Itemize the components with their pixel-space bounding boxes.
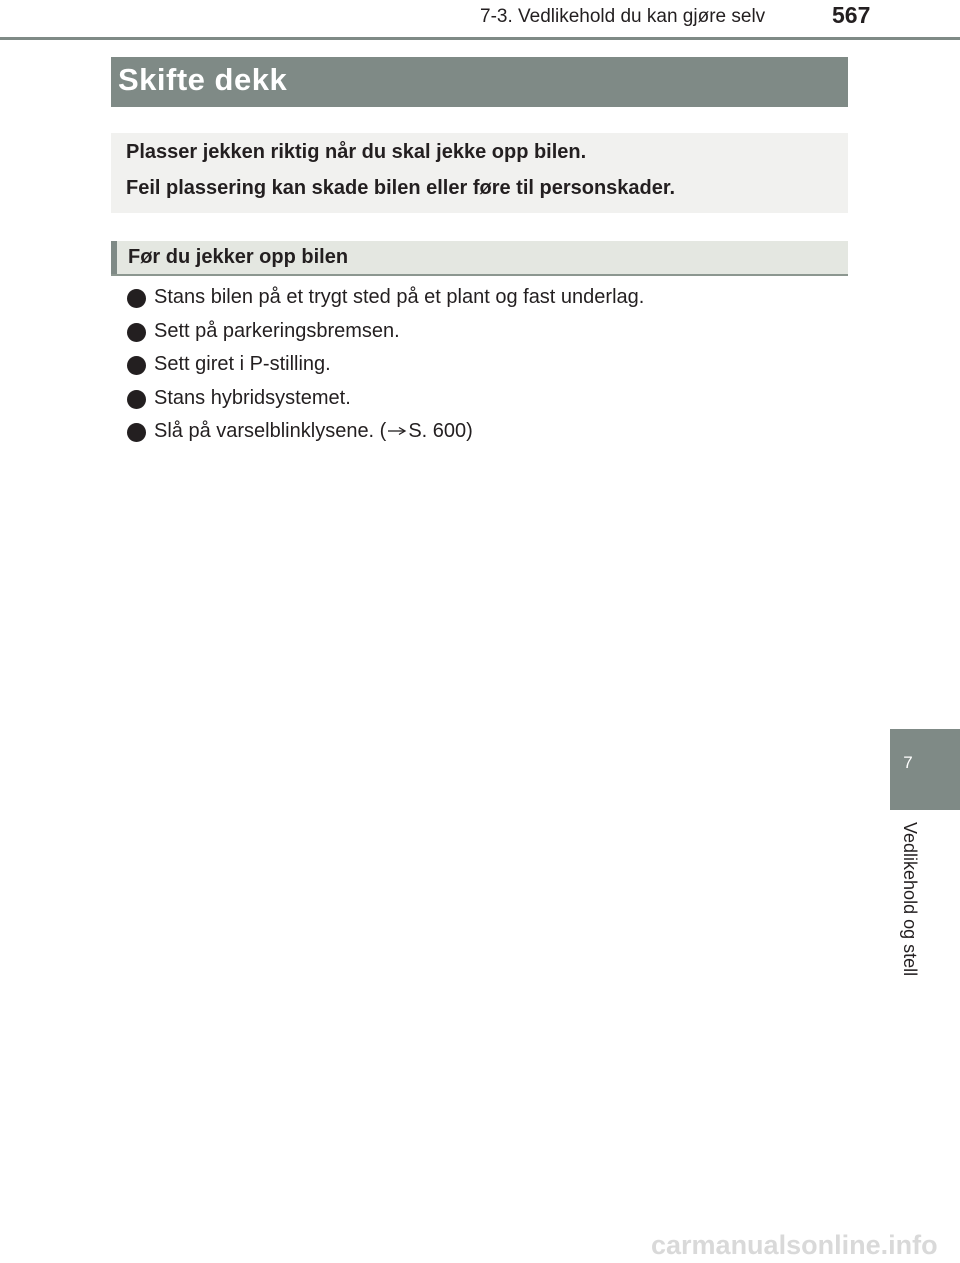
notice-line-2: Feil plassering kan skade bilen eller føre til personskader. [126,177,676,199]
subsection-heading: Før du jekker opp bilen [128,246,349,268]
notice-box [111,133,848,213]
bullet-icon [127,423,146,442]
chapter-number: 7 [903,753,913,772]
bullet-icon [127,323,146,342]
list-item-text: Stans bilen på et trygt sted på et plant og fast underlag. [154,286,645,308]
watermark: carmanualsonline.info [651,1230,938,1260]
subsection-heading-bar [111,241,848,276]
page-number: 567 [832,2,871,28]
list-item-text: Stans hybridsystemet. [154,386,351,409]
bullet-icon [127,289,146,308]
list-item-text-start: Slå på varselblinklysene. ( [154,420,387,442]
notice-line-1: Plasser jekken riktig når du skal jekke opp bilen. [126,141,587,163]
list-item-text: Sett giret i P-stilling. [154,353,331,375]
bullet-icon [127,390,146,409]
heading-accent-bar [111,241,117,274]
list-item-text: Sett på parkeringsbremsen. [154,319,400,342]
arrow-right-icon [387,426,407,436]
chapter-label: Vedlikehold og stell [900,822,920,977]
bullet-icon [127,356,146,375]
chapter-tab[interactable] [890,729,960,810]
page-cross-reference[interactable]: S. 600) [408,420,473,442]
list-item-text [154,420,473,443]
title-banner [111,57,848,107]
header-divider [0,37,960,40]
section-reference: 7-3. Vedlikehold du kan gjøre selv [480,6,766,27]
running-head [0,0,960,40]
page-title: Skifte dekk [118,62,288,97]
